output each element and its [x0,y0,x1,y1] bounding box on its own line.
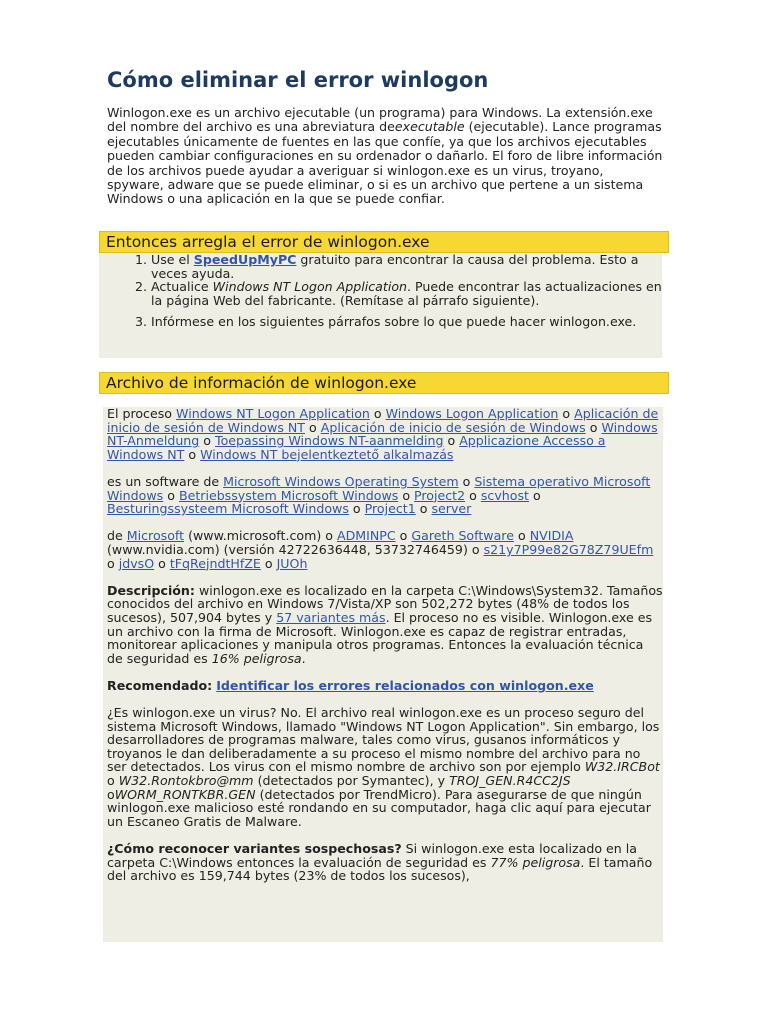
software-link[interactable]: Project2 [414,487,466,503]
software-link[interactable]: server [431,501,472,517]
vendor-link[interactable]: Gareth Software [411,528,514,544]
process-link[interactable]: Windows NT bejelentkeztető alkalmazás [200,446,454,462]
vendor-code-link[interactable]: jdvsO [118,555,155,571]
intro-executable-italic: executable [394,119,465,135]
section-heading-fix: Entonces arregla el error de winlogon.exe [99,231,669,253]
process-link[interactable]: Toepassing Windows NT-aanmelding [215,433,444,449]
page-title: Cómo eliminar el error winlogon [107,68,489,92]
software-link[interactable]: Microsoft Windows Operating System [223,473,459,489]
process-names-paragraph: El proceso Windows NT Logon Application o Windows Logon Application o Aplicación de inicio de sesión de Windows NT o Aplicación de inicio de sesión de Windows o Windows NT-Anmeldung o Toepassing Windows NT-aanmelding o Applicazione Accesso a Windows NT o Windows NT bejelentkeztető alkalmazás [107,406,659,462]
software-link[interactable]: Betriebssystem Microsoft Windows [178,487,399,503]
fix-step-3: 3. Infórmese en los siguientes párrafos sobre lo que puede hacer winlogon.exe. [151,315,662,329]
vendor-paragraph: de Microsoft (www.microsoft.com) o ADMINPC o Gareth Software o NVIDIA (www.nvidia.com) (versión 42722636448, 53732746459) o s21y7P99e82G78Z79UEfm o jdvsO o tFqRejndtHfZE o JUOh [107,528,654,571]
fix-step-2: 2. Actualice Windows NT Logon Application. Puede encontrar las actualizaciones en la página Web del fabricante. (Remítase al párrafo siguiente). [151,280,662,307]
fix-steps-box [99,253,662,358]
software-link[interactable]: Besturingssysteem Microsoft Windows [107,501,349,517]
software-link[interactable]: Project1 [364,501,416,517]
suspicious-label: ¿Cómo reconocer variantes sospechosas? [107,841,402,856]
fix-steps-list [99,253,662,329]
description-label: Descripción: [107,582,195,598]
software-link[interactable]: Sistema operativo Microsoft Windows [107,473,651,503]
vendor-link[interactable]: ADMINPC [336,528,396,544]
process-link[interactable]: Windows Logon Application [385,406,559,421]
process-link[interactable]: Windows NT-Anmeldung [107,419,658,449]
intro-paragraph [107,106,663,207]
recommended-label: Recomendado: [107,677,213,693]
virus-paragraph: ¿Es winlogon.exe un virus? No. El archivo real winlogon.exe es un proceso seguro del sistema Microsoft Windows, llamado "Windows NT Logon Application". Sin embargo, los desarrolladores de programas malware, tales como virus, gusanos informáticos y troyanos le dan deliberadamente a su proceso el mismo nombre del archivo para no ser detectados. Los virus con el mismo nombre de archivo son por ejemplo W32.IRCBot o W32.Rontokbro@mm (detectados por Symantec), y TROJ_GEN.R4CC2JS oWORM_RONTKBR.GEN (detectados por TrendMicro). Para asegurarse de que ningún winlogon.exe malicioso esté rondando en su computador, haga clic aquí para ejecutar un Escaneo Gratis de Malware. [107,705,660,829]
recommended-paragraph [107,679,663,693]
identify-errors-link[interactable]: Identificar los errores relacionados con winlogon.exe [216,677,594,693]
vendor-code-link[interactable]: JUOh [276,555,308,571]
process-link[interactable]: Applicazione Accesso a Windows NT [107,433,606,462]
vendor-link[interactable]: Microsoft [126,528,185,544]
process-link[interactable]: Windows NT Logon Application [176,406,370,421]
description-paragraph: Descripción: winlogon.exe es localizado en la carpeta C:\Windows\System32. Tamaños conocidos del archivo en Windows 7/Vista/XP son 502,272 bytes (48% de todos los sucesos), 507,904 bytes y 57 variantes más. El proceso no es visible. Winlogon.exe es un archivo con la firma de Microsoft. Winlogon.exe es capaz de registrar entradas, monitorear aplicaciones y manipula otros programas. Entonces la evaluación técnica de seguridad es 16% peligrosa. [107,582,663,666]
vendor-link[interactable]: NVIDIA [529,528,574,544]
intro-text-1: Winlogon.exe es un archivo ejecutable (un programa) para Windows. La extensión.exe del nombre del archivo es una abreviatura de [107,105,653,135]
suspicious-paragraph: ¿Cómo reconocer variantes sospechosas? Si winlogon.exe esta localizado en la carpeta C:\Windows entonces la evaluación de seguridad es 77% peligrosa. El tamaño del archivo es 159,744 bytes (23% de todos los sucesos), [107,841,653,884]
process-link[interactable]: Aplicación de inicio de sesión de Windows [320,419,586,435]
software-link[interactable]: scvhost [480,487,529,503]
section-heading-info: Archivo de información de winlogon.exe [99,372,669,394]
process-link[interactable]: Aplicación de inicio de sesión de Windows NT [107,406,659,435]
intro-text-2: (ejecutable). Lance programas ejecutables únicamente de fuentes en las que confíe, ya que los archivos ejecutables pueden cambiar configuraciones en su ordenador o dañarlo. El foro de libre información de los archivos puede ayudar a averiguar si winlogon.exe es un virus, troyano, spyware, adware que se puede eliminar, o si es un archivo que pertene a un sistema Windows o una aplicación en la que se puede confiar. [107,119,663,207]
software-paragraph: es un software de Microsoft Windows Operating System o Sistema operativo Microsoft Windows o Betriebssystem Microsoft Windows o Project2 o scvhost o Besturingssysteem Microsoft Windows o Project1 o server [107,473,651,517]
variants-link[interactable]: 57 variantes más [276,609,386,625]
speedupmypc-link[interactable]: SpeedUpMyPC [193,252,297,267]
fix-step-1: 1. Use el SpeedUpMyPC gratuito para encontrar la causa del problema. Esto a veces ayuda. [151,253,662,280]
vendor-code-link[interactable]: s21y7P99e82G78Z79UEfm [483,541,654,557]
file-info-box [103,407,663,942]
danger-rating: 16% peligrosa [211,650,302,666]
app-name-italic: Windows NT Logon Application [212,279,408,295]
vendor-code-link[interactable]: tFqRejndtHfZE [169,555,261,571]
